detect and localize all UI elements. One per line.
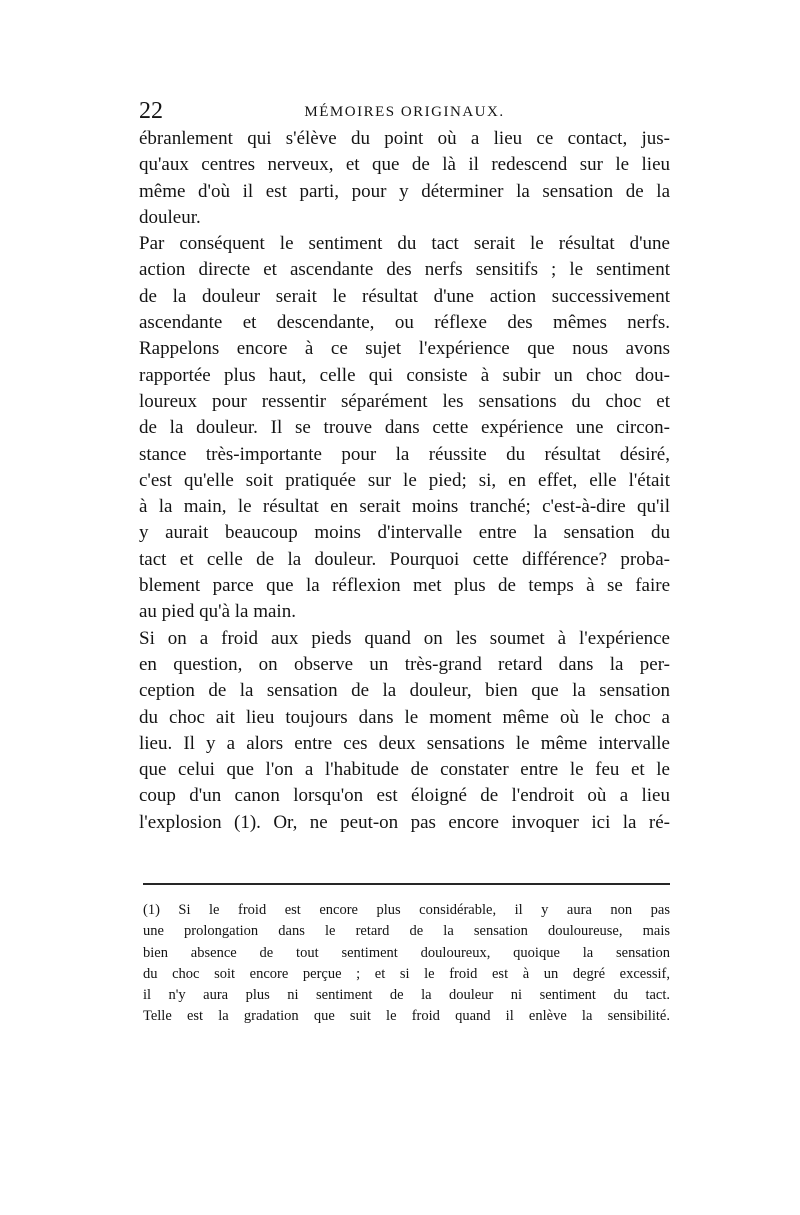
footnote-line: (1) Si le froid est encore plus considérable, il y aura non pas	[143, 902, 670, 918]
text-line: stance très-importante pour la réussite du résultat désiré,	[139, 443, 670, 465]
text-line: rapportée plus haut, celle qui consiste à subir un choc dou-	[139, 364, 670, 386]
text-line: tact et celle de la douleur. Pourquoi cette différence? proba-	[139, 548, 670, 570]
text-line: coup d'un canon lorsqu'on est éloigné de l'endroit où a lieu	[139, 785, 670, 807]
text-line: douleur.	[139, 206, 201, 228]
text-line: de la douleur. Il se trouve dans cette expérience une circon-	[139, 417, 670, 439]
text-line: que celui que l'on a l'habitude de constater entre le feu et le	[139, 759, 670, 781]
text-line: du choc ait lieu toujours dans le moment même où le choc a	[139, 706, 670, 728]
text-line: Par conséquent le sentiment du tact serait le résultat d'une	[139, 233, 670, 255]
text-line: ascendante et descendante, ou réflexe des mêmes nerfs.	[139, 312, 670, 334]
text-line: y aurait beaucoup moins d'intervalle entre la sensation du	[139, 522, 670, 544]
footnote-separator	[143, 883, 670, 885]
text-line: ébranlement qui s'élève du point où a lieu ce contact, jus-	[139, 128, 670, 149]
footnote-line: bien absence de tout sentiment douloureux, quoique la sensation	[143, 944, 670, 961]
text-line: Si on a froid aux pieds quand on les soumet à l'expérience	[139, 627, 670, 649]
text-line: à la main, le résultat en serait moins tranché; c'est-à-dire qu'il	[139, 496, 670, 518]
running-title: MÉMOIRES ORIGINAUX.	[304, 104, 505, 120]
text-line: Rappelons encore à ce sujet l'expérience que nous avons	[139, 338, 670, 360]
text-line: au pied qu'à la main.	[139, 601, 296, 623]
page-number: 22	[139, 98, 163, 124]
footnote-line: une prolongation dans le retard de la sensation douloureuse, mais	[143, 923, 670, 940]
footnotes	[143, 900, 670, 1028]
text-line: c'est qu'elle soit pratiquée sur le pied; si, en effet, elle l'était	[139, 469, 670, 491]
text-line: en question, on observe un très-grand retard dans la per-	[139, 653, 670, 675]
footnote-line: Telle est la gradation que suit le froid quand il enlève la sensibilité.	[143, 1008, 670, 1025]
text-line: blement parce que la réflexion met plus de temps à se faire	[139, 575, 670, 597]
footnote-line: il n'y aura plus ni sentiment de la douleur ni sentiment du tact.	[143, 987, 670, 1004]
text-line: ception de la sensation de la douleur, bien que la sensation	[139, 680, 670, 702]
text-line: même d'où il est parti, pour y déterminer la sensation de la	[139, 180, 670, 202]
text-line: qu'aux centres nerveux, et que de là il redescend sur le lieu	[139, 154, 670, 176]
text-line: lieu. Il y a alors entre ces deux sensations le même intervalle	[139, 732, 670, 754]
text-line: l'explosion (1). Or, ne peut-on pas encore invoquer ici la ré-	[139, 811, 670, 833]
text-line: de la douleur serait le résultat d'une action successivement	[139, 285, 670, 307]
body-text	[139, 126, 670, 836]
page-header	[139, 96, 670, 126]
text-line: action directe et ascendante des nerfs sensitifs ; le sentiment	[139, 259, 670, 281]
footnote-line: du choc soit encore perçue ; et si le froid est à un degré excessif,	[143, 965, 670, 982]
text-line: loureux pour ressentir séparément les sensations du choc et	[139, 390, 670, 412]
